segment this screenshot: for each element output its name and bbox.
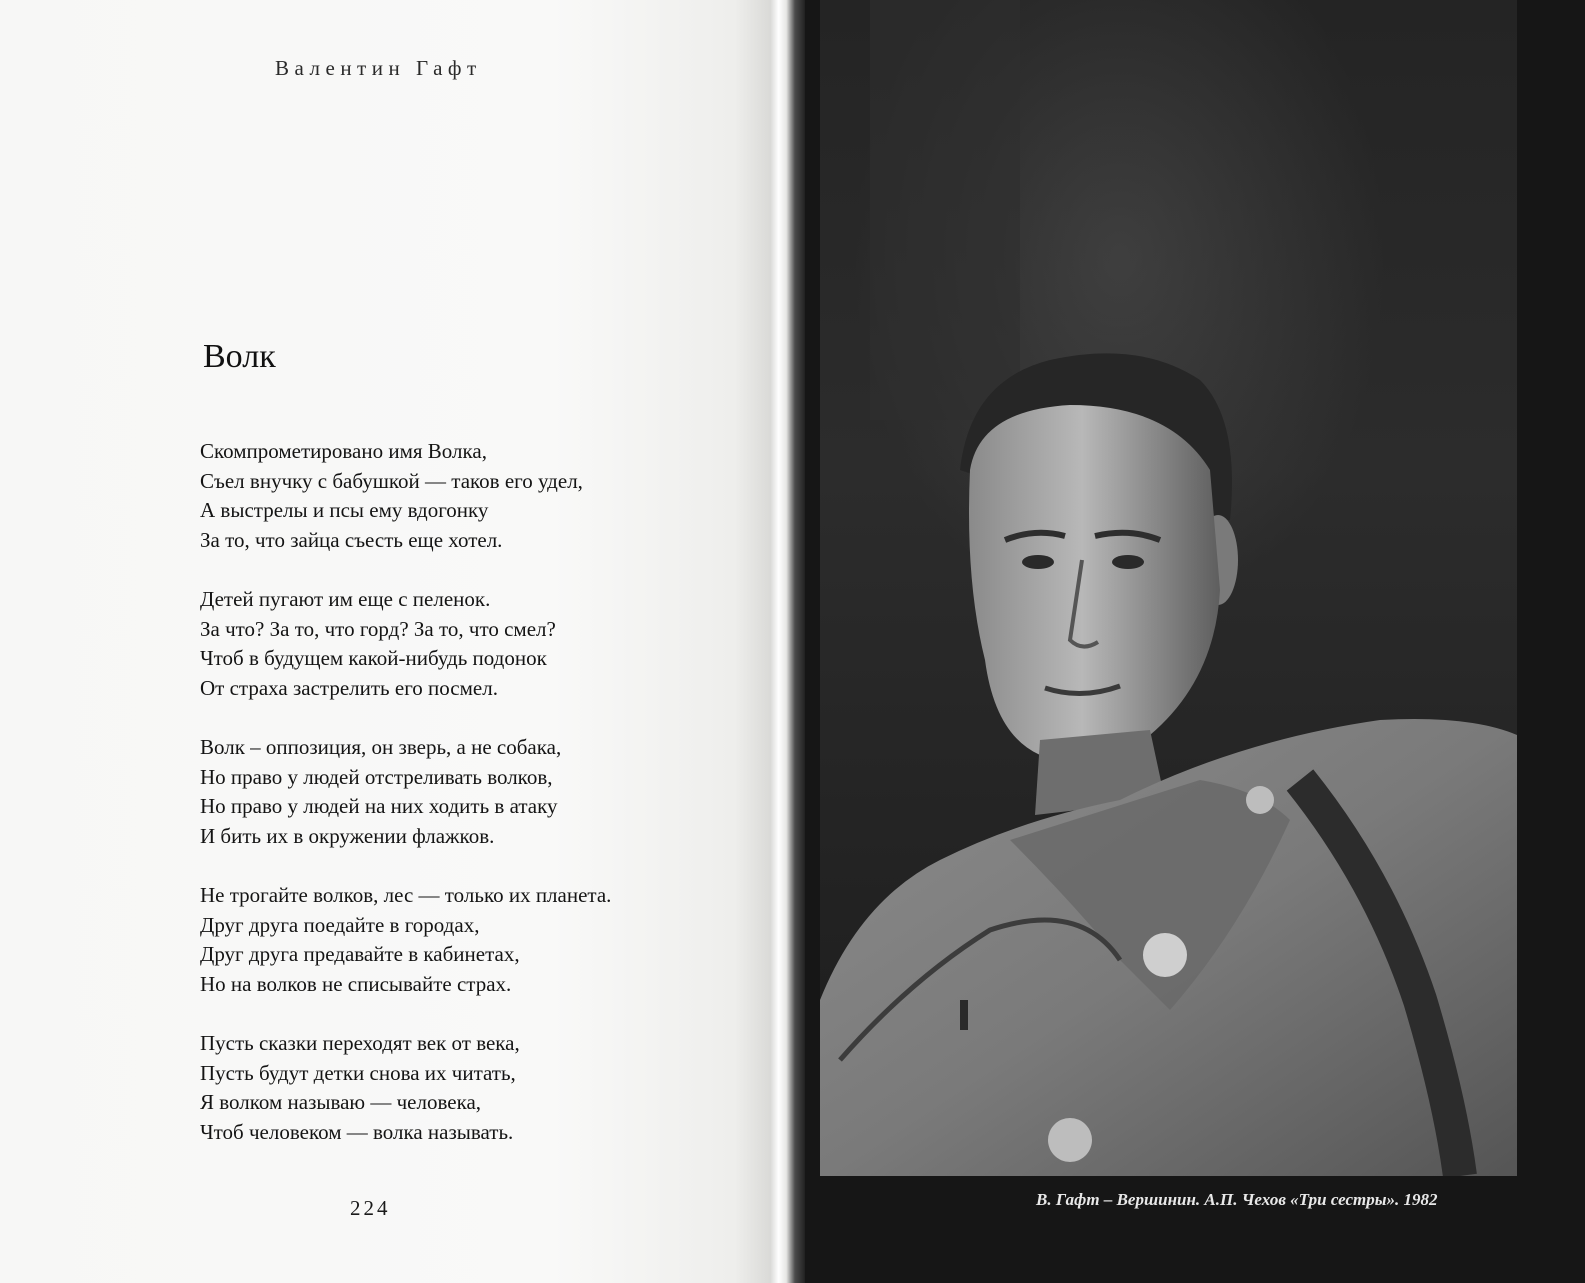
poem-line: Но право у людей отстреливать волков, xyxy=(200,764,553,789)
poem-line: Детей пугают им еще с пеленок. xyxy=(200,587,491,611)
poem-body xyxy=(200,437,760,1177)
stanza xyxy=(200,1029,760,1147)
page-number: 224 xyxy=(350,1196,391,1220)
poem-line: И бить их в окружении флажков. xyxy=(200,823,495,848)
running-head: Валентин Гафт xyxy=(275,56,482,80)
poem-line: За что? За то, что горд? За то, что смел? xyxy=(200,616,556,641)
poem-line: Пусть будут детки снова их читать, xyxy=(200,1060,516,1085)
photo-caption: В. Гафт – Вершинин. А.П. Чехов «Три сестры». 1982 xyxy=(1036,1190,1438,1209)
poem-line: Скомпрометировано имя Волка, xyxy=(200,439,487,463)
poem-line: Чтоб человеком — волка называть. xyxy=(200,1119,514,1144)
left-page xyxy=(0,0,790,1283)
poem-line: Друг друга поедайте в городах, xyxy=(200,912,480,937)
stanza xyxy=(200,733,760,851)
poem-line: Я волком называю — человека, xyxy=(200,1090,482,1114)
poem-line: Съел внучку с бабушкой — таков его удел, xyxy=(200,468,583,493)
poem-line: А выстрелы и псы ему вдогонку xyxy=(200,498,489,522)
stanza xyxy=(200,437,760,555)
poem-line: Пусть сказки переходят век от века, xyxy=(200,1031,520,1055)
poem-line: Не трогайте волков, лес — только их планета. xyxy=(200,883,612,907)
poem-line: От страха застрелить его посмел. xyxy=(200,675,498,700)
stanza xyxy=(200,585,760,703)
poem-line: Но на волков не списывайте страх. xyxy=(200,971,512,996)
poem-line: За то, что зайца съесть еще хотел. xyxy=(200,527,503,552)
stanza xyxy=(200,881,760,999)
poem-line: Друг друга предавайте в кабинетах, xyxy=(200,942,520,966)
portrait-photo-icon xyxy=(820,0,1517,1176)
poem-title: Волк xyxy=(203,338,276,375)
poem-line: Чтоб в будущем какой-нибудь подонок xyxy=(200,646,547,670)
poem-line: Но право у людей на них ходить в атаку xyxy=(200,794,558,818)
poem-line: Волк – оппозиция, он зверь, а не собака, xyxy=(200,735,562,759)
